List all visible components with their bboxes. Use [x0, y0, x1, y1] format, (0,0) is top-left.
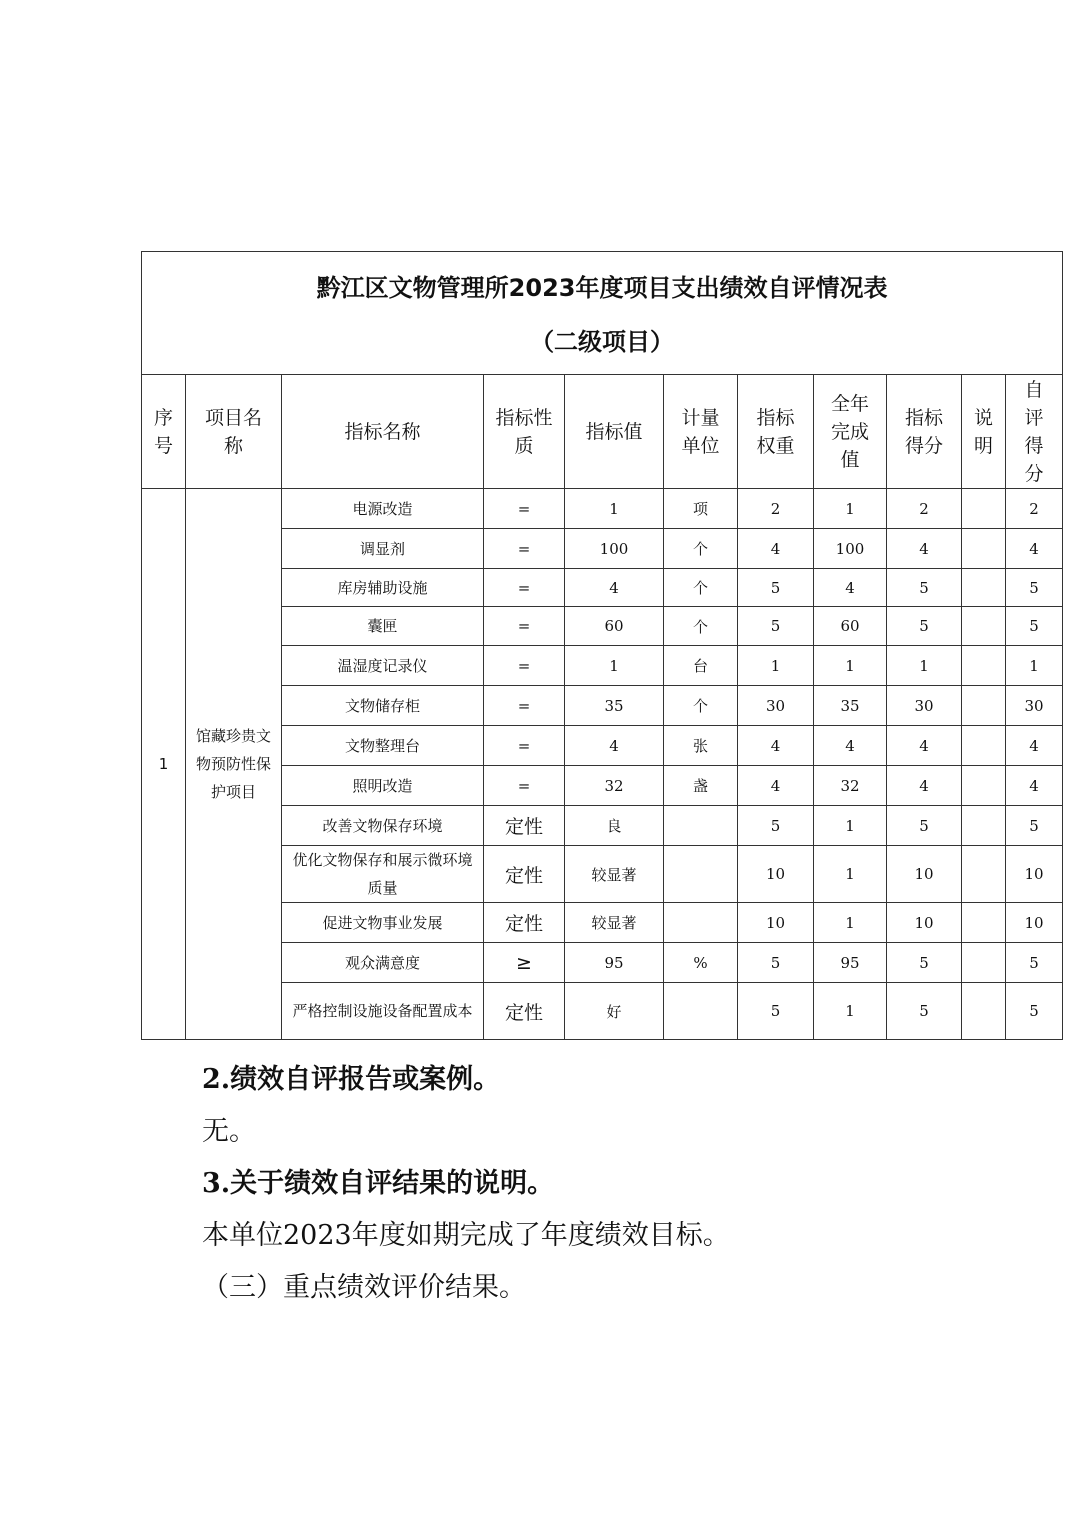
header-indicator-name: 指标名称 — [282, 375, 484, 489]
header-seq: 序号 — [142, 375, 186, 489]
note-cell — [962, 806, 1006, 846]
seq-cell: 1 — [142, 489, 186, 1040]
note-cell — [962, 766, 1006, 806]
indicator-name-cell: 库房辅助设施 — [282, 569, 484, 607]
table-subtitle: （二级项目） — [530, 328, 675, 356]
unit-cell — [664, 806, 738, 846]
header-score: 指标得分 — [887, 375, 962, 489]
indicator-value-cell: 4 — [565, 726, 664, 766]
indicator-value-cell: 较显著 — [565, 846, 664, 903]
actual-cell: 1 — [814, 903, 887, 943]
score-cell: 30 — [887, 686, 962, 726]
indicator-name-cell: 严格控制设施设备配置成本 — [282, 983, 484, 1040]
header-self-score: 自评得分 — [1006, 375, 1063, 489]
self-score-cell: 10 — [1006, 846, 1063, 903]
score-cell: 4 — [887, 766, 962, 806]
indicator-value-cell: 100 — [565, 529, 664, 569]
actual-cell: 1 — [814, 646, 887, 686]
unit-cell: % — [664, 943, 738, 983]
score-cell: 4 — [887, 529, 962, 569]
unit-cell: 个 — [664, 529, 738, 569]
indicator-value-cell: 1 — [565, 646, 664, 686]
indicator-name-cell: 优化文物保存和展示微环境质量 — [282, 846, 484, 903]
table-title-cell — [142, 252, 1063, 375]
indicator-value-cell: 良 — [565, 806, 664, 846]
indicator-nature-cell: 定性 — [484, 806, 565, 846]
project-name-cell: 馆藏珍贵文物预防性保护项目 — [186, 489, 282, 1040]
weight-cell: 4 — [738, 766, 814, 806]
performance-table — [141, 251, 1063, 1040]
score-cell: 10 — [887, 846, 962, 903]
indicator-name-cell: 改善文物保存环境 — [282, 806, 484, 846]
note-cell — [962, 903, 1006, 943]
note-cell — [962, 569, 1006, 607]
indicator-name-cell: 文物整理台 — [282, 726, 484, 766]
actual-cell: 4 — [814, 569, 887, 607]
actual-cell: 95 — [814, 943, 887, 983]
weight-cell: 5 — [738, 983, 814, 1040]
weight-cell: 5 — [738, 607, 814, 646]
weight-cell: 5 — [738, 806, 814, 846]
performance-table-sheet — [141, 251, 1062, 1040]
score-cell: 2 — [887, 489, 962, 529]
indicator-nature-cell: = — [484, 726, 565, 766]
indicator-nature-cell: = — [484, 686, 565, 726]
section-heading-3: 3.关于绩效自评结果的说明。 — [202, 1168, 555, 1199]
self-score-cell: 4 — [1006, 726, 1063, 766]
section-para-2: 无。 — [202, 1116, 256, 1147]
indicator-value-cell: 95 — [565, 943, 664, 983]
note-cell — [962, 646, 1006, 686]
actual-cell: 1 — [814, 489, 887, 529]
unit-cell: 个 — [664, 569, 738, 607]
weight-cell: 5 — [738, 943, 814, 983]
note-cell — [962, 726, 1006, 766]
weight-cell: 2 — [738, 489, 814, 529]
score-cell: 1 — [887, 646, 962, 686]
actual-cell: 60 — [814, 607, 887, 646]
indicator-value-cell: 35 — [565, 686, 664, 726]
self-score-cell: 10 — [1006, 903, 1063, 943]
indicator-name-cell: 观众满意度 — [282, 943, 484, 983]
indicator-nature-cell: 定性 — [484, 846, 565, 903]
weight-cell: 30 — [738, 686, 814, 726]
indicator-name-cell: 电源改造 — [282, 489, 484, 529]
indicator-nature-cell: ≥ — [484, 943, 565, 983]
actual-cell: 4 — [814, 726, 887, 766]
score-cell: 4 — [887, 726, 962, 766]
indicator-nature-cell: 定性 — [484, 903, 565, 943]
header-project-name: 项目名称 — [186, 375, 282, 489]
indicator-name-cell: 文物储存柜 — [282, 686, 484, 726]
section-heading-three: （三）重点绩效评价结果。 — [202, 1272, 526, 1303]
indicator-value-cell: 好 — [565, 983, 664, 1040]
indicator-value-cell: 32 — [565, 766, 664, 806]
self-score-cell: 1 — [1006, 646, 1063, 686]
table-title: 黔江区文物管理所2023年度项目支出绩效自评情况表 — [316, 274, 888, 302]
indicator-value-cell: 1 — [565, 489, 664, 529]
note-cell — [962, 686, 1006, 726]
score-cell: 5 — [887, 607, 962, 646]
weight-cell: 4 — [738, 726, 814, 766]
unit-cell: 台 — [664, 646, 738, 686]
header-actual: 全年完成值 — [814, 375, 887, 489]
self-score-cell: 5 — [1006, 569, 1063, 607]
score-cell: 5 — [887, 983, 962, 1040]
unit-cell: 项 — [664, 489, 738, 529]
note-cell — [962, 607, 1006, 646]
indicator-nature-cell: = — [484, 489, 565, 529]
weight-cell: 10 — [738, 903, 814, 943]
weight-cell: 10 — [738, 846, 814, 903]
indicator-nature-cell: 定性 — [484, 983, 565, 1040]
header-unit: 计量单位 — [664, 375, 738, 489]
indicator-name-cell: 调显剂 — [282, 529, 484, 569]
unit-cell — [664, 846, 738, 903]
unit-cell: 张 — [664, 726, 738, 766]
self-score-cell: 5 — [1006, 943, 1063, 983]
indicator-value-cell: 60 — [565, 607, 664, 646]
self-score-cell: 5 — [1006, 607, 1063, 646]
note-cell — [962, 983, 1006, 1040]
actual-cell: 32 — [814, 766, 887, 806]
score-cell: 5 — [887, 943, 962, 983]
self-score-cell: 5 — [1006, 806, 1063, 846]
self-score-cell: 4 — [1006, 529, 1063, 569]
note-cell — [962, 529, 1006, 569]
indicator-name-cell: 囊匣 — [282, 607, 484, 646]
indicator-value-cell: 较显著 — [565, 903, 664, 943]
weight-cell: 4 — [738, 529, 814, 569]
table-header-row — [142, 375, 1063, 489]
table-row — [142, 489, 1063, 529]
score-cell: 5 — [887, 569, 962, 607]
self-score-cell: 2 — [1006, 489, 1063, 529]
unit-cell: 个 — [664, 607, 738, 646]
indicator-nature-cell: = — [484, 607, 565, 646]
actual-cell: 1 — [814, 983, 887, 1040]
section-para-3: 本单位2023年度如期完成了年度绩效目标。 — [202, 1220, 730, 1251]
header-indicator-value: 指标值 — [565, 375, 664, 489]
indicator-nature-cell: = — [484, 569, 565, 607]
unit-cell — [664, 903, 738, 943]
self-score-cell: 30 — [1006, 686, 1063, 726]
score-cell: 5 — [887, 806, 962, 846]
self-score-cell: 5 — [1006, 983, 1063, 1040]
indicator-name-cell: 照明改造 — [282, 766, 484, 806]
score-cell: 10 — [887, 903, 962, 943]
actual-cell: 100 — [814, 529, 887, 569]
indicator-name-cell: 温湿度记录仪 — [282, 646, 484, 686]
header-weight: 指标权重 — [738, 375, 814, 489]
weight-cell: 1 — [738, 646, 814, 686]
self-score-cell: 4 — [1006, 766, 1063, 806]
indicator-nature-cell: = — [484, 766, 565, 806]
unit-cell: 个 — [664, 686, 738, 726]
unit-cell: 盏 — [664, 766, 738, 806]
indicator-name-cell: 促进文物事业发展 — [282, 903, 484, 943]
header-note: 说明 — [962, 375, 1006, 489]
header-indicator-nature: 指标性质 — [484, 375, 565, 489]
actual-cell: 35 — [814, 686, 887, 726]
indicator-nature-cell: = — [484, 646, 565, 686]
indicator-value-cell: 4 — [565, 569, 664, 607]
note-cell — [962, 846, 1006, 903]
indicator-nature-cell: = — [484, 529, 565, 569]
section-heading-2: 2.绩效自评报告或案例。 — [202, 1064, 501, 1095]
note-cell — [962, 943, 1006, 983]
actual-cell: 1 — [814, 846, 887, 903]
unit-cell — [664, 983, 738, 1040]
weight-cell: 5 — [738, 569, 814, 607]
note-cell — [962, 489, 1006, 529]
actual-cell: 1 — [814, 806, 887, 846]
